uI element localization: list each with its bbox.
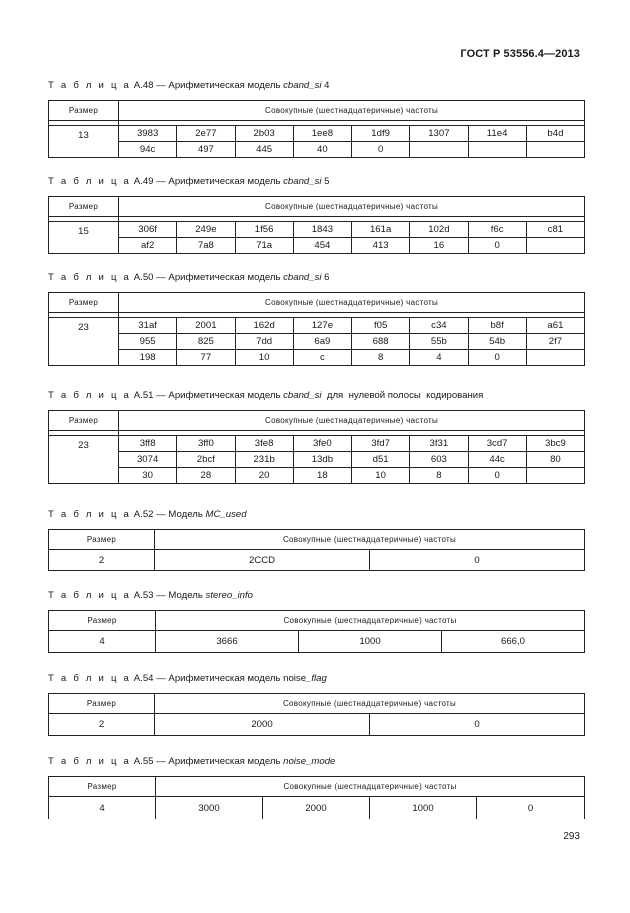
table-cell: c (293, 350, 351, 366)
table-cell: 10 (235, 350, 293, 366)
column-header-frequencies: Совокупные (шестнадцатеричные) частоты (119, 293, 585, 313)
table-cell: 162d (235, 318, 293, 334)
size-cell: 2 (49, 714, 155, 736)
table-cell: af2 (119, 238, 177, 254)
table-cell: 1843 (293, 222, 351, 238)
table-cell: 445 (235, 142, 293, 158)
size-cell: 4 (49, 631, 156, 653)
table-cell: 11e4 (468, 126, 526, 142)
table-cell: 7dd (235, 334, 293, 350)
table-cell: 688 (352, 334, 410, 350)
table-caption: Т а б л и ц а А.50 — Арифметическая модель cband_si 6 (48, 272, 330, 283)
table-cell: 1000 (370, 797, 477, 820)
table-cell: f6c (468, 222, 526, 238)
table-cell: 8 (410, 468, 468, 484)
table-cell (526, 350, 584, 366)
column-header-frequencies: Совокупные (шестнадцатеричные) частоты (119, 197, 585, 217)
table-cell: 3f31 (410, 436, 468, 452)
table-cell: 3fe8 (235, 436, 293, 452)
size-cell: 13 (49, 126, 119, 158)
table-cell: 2bcf (177, 452, 235, 468)
table-cell: 94c (119, 142, 177, 158)
table-caption: Т а б л и ц а А.51 — Арифметическая модель cband_si для нулевой полосы кодирования (48, 390, 484, 401)
table-cell (410, 142, 468, 158)
table-cell (526, 238, 584, 254)
table-cell: 2001 (177, 318, 235, 334)
size-cell: 2 (49, 550, 155, 571)
table-a52 (48, 509, 584, 571)
table-cell: 198 (119, 350, 177, 366)
table-cell: 666,0 (442, 631, 585, 653)
frequency-table (48, 410, 585, 484)
page-number: 293 (563, 831, 580, 842)
table-cell: b4d (526, 126, 584, 142)
column-header-frequencies: Совокупные (шестнадцатеричные) частоты (119, 101, 585, 121)
table-cell: 3000 (156, 797, 263, 820)
column-header-size: Размер (49, 694, 155, 714)
frequency-table (48, 693, 585, 736)
table-cell: 2000 (155, 714, 370, 736)
document-header: ГОСТ Р 53556.4—2013 (460, 48, 580, 60)
table-caption: Т а б л и ц а А.48 — Арифметическая модель cband_si 4 (48, 80, 330, 91)
table-cell: 7a8 (177, 238, 235, 254)
table-caption: Т а б л и ц а А.52 — Модель MC_used (48, 509, 247, 520)
table-a51 (48, 390, 584, 484)
frequency-table (48, 529, 585, 571)
table-cell: 413 (352, 238, 410, 254)
table-cell (526, 142, 584, 158)
column-header-size: Размер (49, 611, 156, 631)
column-header-frequencies: Совокупные (шестнадцатеричные) частоты (156, 611, 585, 631)
table-cell: 0 (370, 550, 585, 571)
table-cell: b8f (468, 318, 526, 334)
table-caption: Т а б л и ц а А.49 — Арифметическая модель cband_si 5 (48, 176, 330, 187)
table-a53 (48, 590, 584, 653)
table-cell: 10 (352, 468, 410, 484)
column-header-size: Размер (49, 293, 119, 313)
frequency-table (48, 776, 585, 819)
table-cell: 1df9 (352, 126, 410, 142)
table-cell: 161a (352, 222, 410, 238)
table-cell: 3ff8 (119, 436, 177, 452)
table-cell: 0 (477, 797, 585, 820)
table-cell: 16 (410, 238, 468, 254)
table-cell: 3fe0 (293, 436, 351, 452)
column-header-size: Размер (49, 777, 156, 797)
table-cell: 2e77 (177, 126, 235, 142)
table-cell: 0 (468, 468, 526, 484)
table-cell: 8 (352, 350, 410, 366)
table-cell: 3666 (156, 631, 299, 653)
column-header-frequencies: Совокупные (шестнадцатеричные) частоты (119, 411, 585, 431)
table-cell: 80 (526, 452, 584, 468)
table-cell: 231b (235, 452, 293, 468)
table-cell: 44c (468, 452, 526, 468)
table-cell: 2b03 (235, 126, 293, 142)
table-cell: 3983 (119, 126, 177, 142)
table-cell: 0 (468, 350, 526, 366)
table-cell: 13db (293, 452, 351, 468)
table-cell: 18 (293, 468, 351, 484)
table-cell: d51 (352, 452, 410, 468)
size-cell: 23 (49, 436, 119, 484)
table-a48 (48, 80, 584, 158)
column-header-frequencies: Совокупные (шестнадцатеричные) частоты (156, 777, 585, 797)
table-cell: 1f56 (235, 222, 293, 238)
size-cell: 4 (49, 797, 156, 820)
table-cell: 3074 (119, 452, 177, 468)
table-cell: 127e (293, 318, 351, 334)
table-cell: 28 (177, 468, 235, 484)
table-cell: 0 (468, 238, 526, 254)
size-cell: 15 (49, 222, 119, 254)
table-caption: Т а б л и ц а А.55 — Арифметическая модель noise_mode (48, 756, 336, 767)
table-cell: 497 (177, 142, 235, 158)
column-header-size: Размер (49, 197, 119, 217)
frequency-table (48, 100, 585, 158)
table-a55 (48, 756, 584, 819)
table-cell: 1000 (299, 631, 442, 653)
table-caption: Т а б л и ц а А.53 — Модель stereo_info (48, 590, 253, 601)
table-cell: 55b (410, 334, 468, 350)
table-cell: 0 (352, 142, 410, 158)
table-cell: 3cd7 (468, 436, 526, 452)
table-cell: 20 (235, 468, 293, 484)
table-cell: 30 (119, 468, 177, 484)
table-cell: c81 (526, 222, 584, 238)
table-cell: 3ff0 (177, 436, 235, 452)
table-cell: 77 (177, 350, 235, 366)
table-cell: 54b (468, 334, 526, 350)
table-cell: 825 (177, 334, 235, 350)
table-cell: 31af (119, 318, 177, 334)
table-cell: 1ee8 (293, 126, 351, 142)
table-cell: 3fd7 (352, 436, 410, 452)
column-header-size: Размер (49, 411, 119, 431)
table-a49 (48, 176, 584, 254)
frequency-table (48, 292, 585, 366)
size-cell: 23 (49, 318, 119, 366)
table-cell: 454 (293, 238, 351, 254)
column-header-size: Размер (49, 101, 119, 121)
table-a50 (48, 272, 584, 366)
table-cell: 306f (119, 222, 177, 238)
table-cell: 3bc9 (526, 436, 584, 452)
table-cell (526, 468, 584, 484)
frequency-table (48, 610, 585, 653)
table-cell: 40 (293, 142, 351, 158)
table-cell: a61 (526, 318, 584, 334)
table-cell: 0 (370, 714, 585, 736)
table-cell: 955 (119, 334, 177, 350)
table-a54 (48, 673, 584, 736)
table-cell: 71a (235, 238, 293, 254)
table-cell: 4 (410, 350, 468, 366)
table-cell: 249e (177, 222, 235, 238)
table-cell: 603 (410, 452, 468, 468)
table-cell: 2000 (263, 797, 370, 820)
column-header-frequencies: Совокупные (шестнадцатеричные) частоты (155, 530, 585, 550)
frequency-table (48, 196, 585, 254)
column-header-size: Размер (49, 530, 155, 550)
table-cell: 2CCD (155, 550, 370, 571)
table-caption: Т а б л и ц а А.54 — Арифметическая модель noise_flag (48, 673, 327, 684)
table-cell: f05 (352, 318, 410, 334)
table-cell: c34 (410, 318, 468, 334)
table-cell: 2f7 (526, 334, 584, 350)
table-cell: 102d (410, 222, 468, 238)
column-header-frequencies: Совокупные (шестнадцатеричные) частоты (155, 694, 585, 714)
table-cell (468, 142, 526, 158)
table-cell: 1307 (410, 126, 468, 142)
table-cell: 6a9 (293, 334, 351, 350)
